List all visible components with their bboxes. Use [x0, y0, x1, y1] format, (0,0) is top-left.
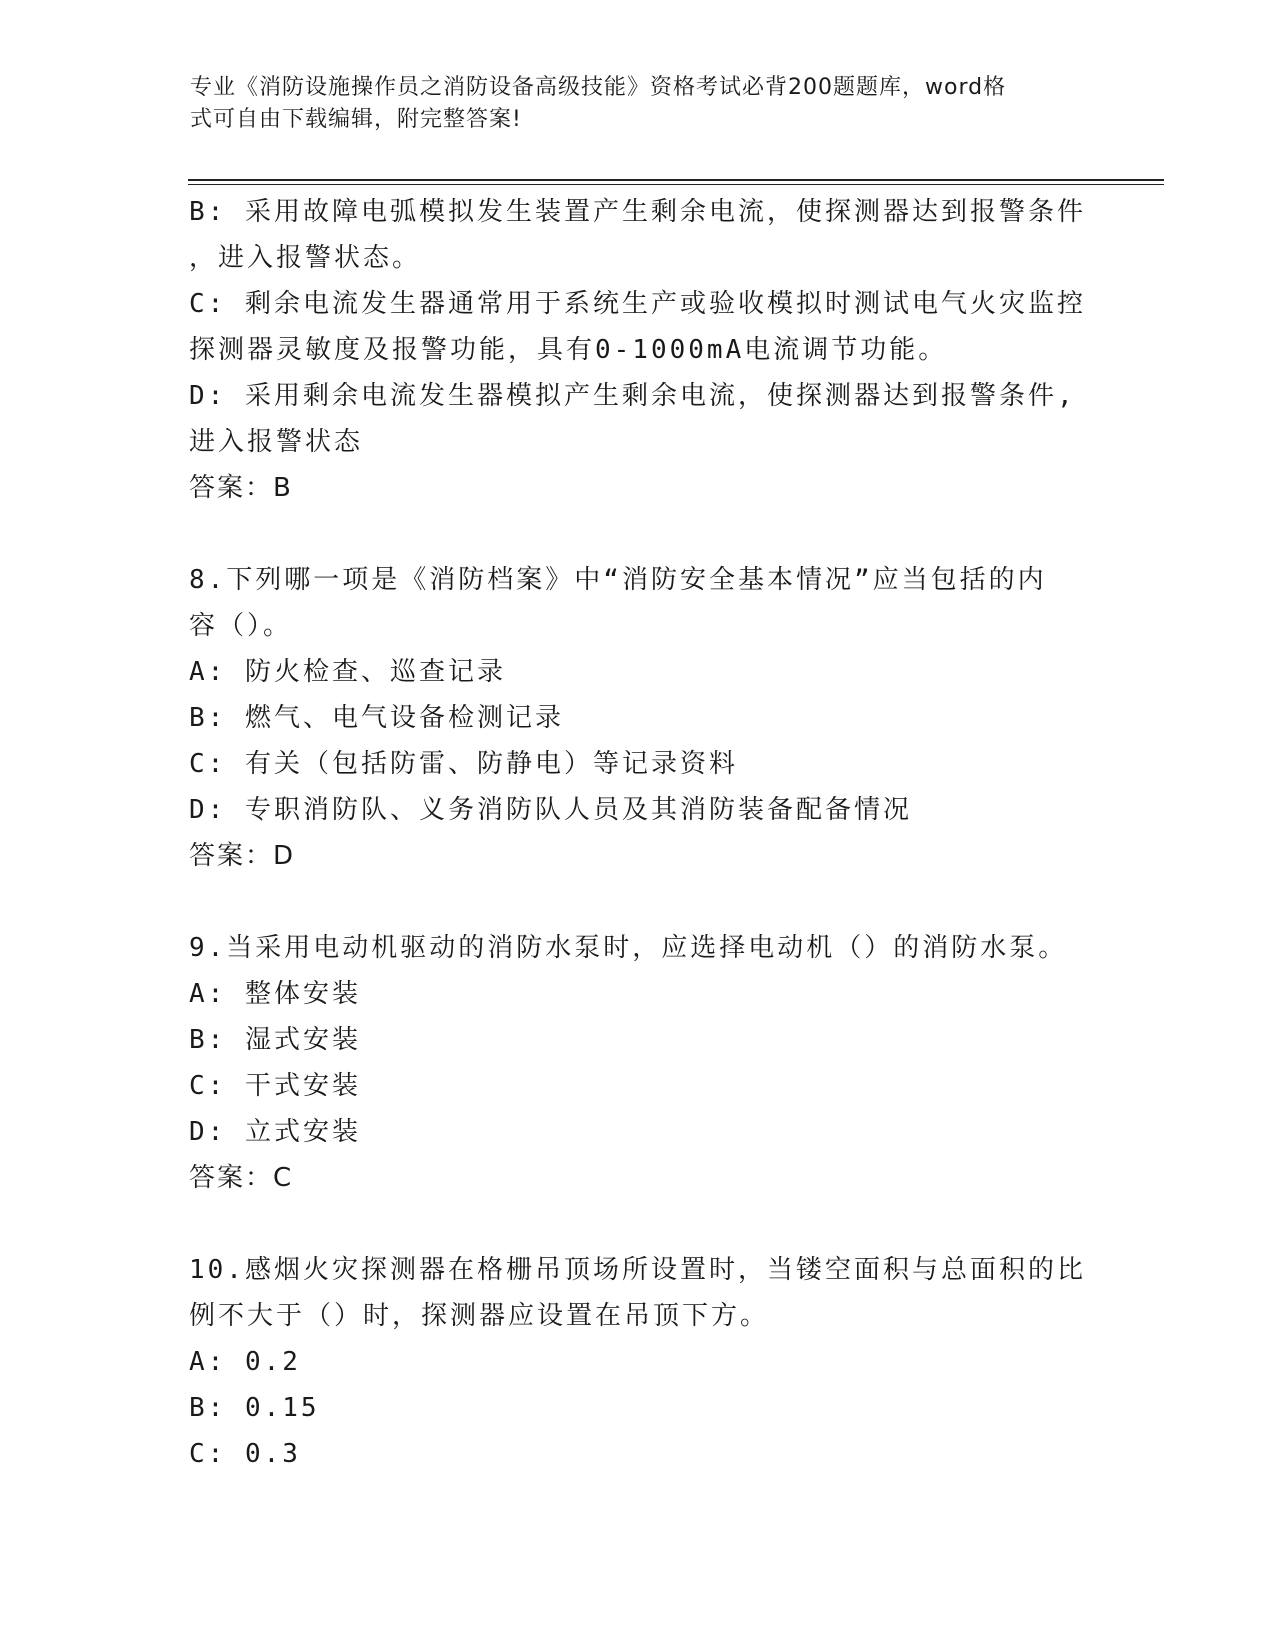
header-line-1: 专业《消防设施操作员之消防设备高级技能》资格考试必背200题题库，word格: [190, 75, 1007, 100]
header-line-2: 式可自由下载编辑，附完整答案!: [190, 107, 522, 132]
option-d: D: 立式安装: [189, 1117, 361, 1147]
spacer: [189, 879, 1089, 925]
question-stem-continued: 例不大于（）时，探测器应设置在吊顶下方。: [189, 1301, 770, 1331]
option-b-continued: ，进入报警状态。: [189, 243, 422, 273]
question-8: [189, 557, 1089, 879]
option-c: C: 干式安装: [189, 1071, 361, 1101]
option-b: B: 湿式安装: [189, 1025, 361, 1055]
question-stem: 10.感烟火灾探测器在格栅吊顶场所设置时，当镂空面积与总面积的比: [189, 1255, 1086, 1285]
option-d: D: 专职消防队、义务消防队人员及其消防装备配备情况: [189, 795, 912, 825]
question-9: [189, 925, 1089, 1201]
header-divider-thick: [188, 179, 1164, 181]
header-divider-thin: [188, 184, 1164, 185]
question-stem: 8.下列哪一项是《消防档案》中“消防安全基本情况”应当包括的内: [189, 565, 1047, 595]
option-a: A: 0.2: [189, 1347, 301, 1377]
answer: 答案：D: [189, 841, 296, 871]
answer: 答案：C: [189, 1163, 294, 1193]
answer: 答案：B: [189, 473, 293, 503]
option-d: D: 采用剩余电流发生器模拟产生剩余电流，使探测器达到报警条件,: [189, 381, 1076, 411]
option-a: A: 防火检查、巡查记录: [189, 657, 506, 687]
option-c-continued: 探测器灵敏度及报警功能，具有0-1000mA电流调节功能。: [189, 335, 948, 365]
option-c: C: 剩余电流发生器通常用于系统生产或验收模拟时测试电气火灾监控: [189, 289, 1086, 319]
option-b: B: 燃气、电气设备检测记录: [189, 703, 564, 733]
option-b: B: 采用故障电弧模拟发生装置产生剩余电流，使探测器达到报警条件: [189, 197, 1086, 227]
option-d-continued: 进入报警状态: [189, 427, 364, 457]
option-a: A: 整体安装: [189, 979, 361, 1009]
question-7-tail: [189, 189, 1089, 511]
option-c: C: 0.3: [189, 1439, 301, 1469]
spacer: [189, 511, 1089, 557]
option-c: C: 有关（包括防雷、防静电）等记录资料: [189, 749, 738, 779]
document-header: [190, 72, 1090, 136]
spacer: [189, 1201, 1089, 1247]
question-content: [189, 189, 1089, 1477]
question-10: [189, 1247, 1089, 1477]
question-stem-continued: 容（）。: [189, 611, 293, 641]
option-b: B: 0.15: [189, 1393, 320, 1423]
question-stem: 9.当采用电动机驱动的消防水泵时，应选择电动机（）的消防水泵。: [189, 933, 1068, 963]
